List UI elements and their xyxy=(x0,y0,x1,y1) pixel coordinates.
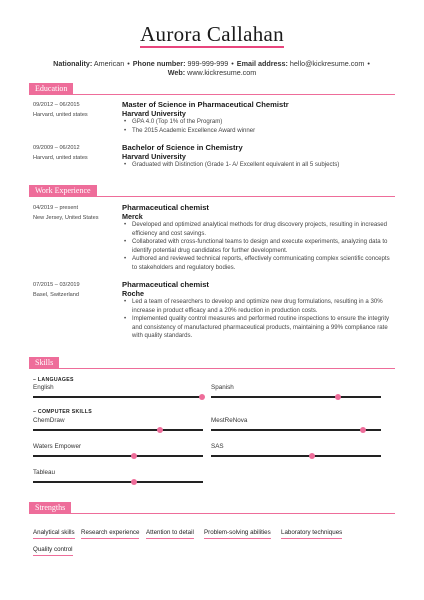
section-title-education: Education xyxy=(29,83,73,95)
entry-title: Pharmaceutical chemist xyxy=(122,203,209,212)
skill-level-marker xyxy=(131,479,137,485)
skill-name: SAS xyxy=(211,443,224,450)
skill-level-marker xyxy=(309,453,315,459)
entry-bullet: • GPA 4.0 (Top 1% of the Program) xyxy=(122,118,392,127)
skill-level-bar xyxy=(33,429,203,431)
strength-tag: Problem-solving abilities xyxy=(204,529,271,539)
entry-title: Bachelor of Science in Chemistry xyxy=(122,143,243,152)
entry-bullet: • Authored and reviewed technical reports, effectively communicating complex scientific concepts to stakeholders and regulatory bodies. xyxy=(122,255,392,272)
skill-level-bar xyxy=(211,396,381,398)
candidate-name: Aurora Callahan xyxy=(140,22,284,46)
entry-org: Harvard University xyxy=(122,152,186,161)
section-rule xyxy=(29,513,395,514)
skill-level-marker xyxy=(157,427,163,433)
entry-bullet: • Led a team of researchers to develop and optimize new drug formulations, resulting in a 30% increase in product efficacy and a 20% reduction in production costs. xyxy=(122,298,392,315)
skill-tableau xyxy=(33,469,203,477)
entry-title: Master of Science in Pharmaceutical Chemistr xyxy=(122,100,289,109)
skill-level-bar xyxy=(211,455,381,457)
strength-tag: Analytical skills xyxy=(33,529,75,539)
skill-english xyxy=(33,384,203,392)
section-education xyxy=(29,83,395,95)
strength-tag: Attention to detail xyxy=(146,529,194,539)
entry-org: Roche xyxy=(122,289,144,298)
skill-level-bar xyxy=(211,429,381,431)
skill-chemdraw xyxy=(33,417,203,425)
entry-bullet: • Developed and optimized analytical methods for drug discovery projects, resulting in increased efficiency and cost savings. xyxy=(122,221,392,238)
skill-name: MestReNova xyxy=(211,417,248,424)
nationality-label: Nationality: xyxy=(53,59,93,68)
name-underline xyxy=(140,46,284,48)
skill-level-marker xyxy=(335,394,341,400)
section-rule xyxy=(29,368,395,369)
skill-level-bar xyxy=(33,455,203,457)
entry-location: Harvard, united states xyxy=(33,112,88,118)
skill-level-marker xyxy=(131,453,137,459)
phone-value: 999-999-999 xyxy=(187,59,229,68)
skill-mestrenova xyxy=(211,417,381,425)
contact-line-1 xyxy=(0,59,424,68)
skills-category-languages: – LANGUAGES xyxy=(33,377,74,383)
skill-sas xyxy=(211,443,381,451)
skill-level-bar xyxy=(33,481,203,483)
skill-name: Tableau xyxy=(33,469,56,476)
skill-spanish xyxy=(211,384,381,392)
skill-name: Waters Empower xyxy=(33,443,82,450)
skill-waters-empower xyxy=(33,443,203,451)
section-strengths xyxy=(29,502,395,514)
contact-separator: • xyxy=(127,59,130,68)
entry-title: Pharmaceutical chemist xyxy=(122,280,209,289)
contact-separator: • xyxy=(367,59,370,68)
section-title-experience: Work Experience xyxy=(29,185,97,197)
entry-location: Harvard, united states xyxy=(33,155,88,161)
contact-separator: • xyxy=(231,59,234,68)
skill-name: English xyxy=(33,384,54,391)
strength-tag: Research experience xyxy=(81,529,139,539)
contact-line-2 xyxy=(0,68,424,77)
entry-dates: 07/2015 – 03/2019 xyxy=(33,282,80,288)
entry-dates: 04/2019 – present xyxy=(33,205,79,211)
entry-bullet: • Implemented quality control measures and performed routine inspections to ensure the integrity and consistency of manufactured pharmaceutical products, maintaining a 99% compliance rate with quality standards. xyxy=(122,315,392,341)
skill-name: Spanish xyxy=(211,384,234,391)
skill-level-marker xyxy=(199,394,205,400)
skill-name: ChemDraw xyxy=(33,417,65,424)
skills-category-computer: – COMPUTER SKILLS xyxy=(33,409,92,415)
entry-dates: 09/2009 – 06/2012 xyxy=(33,145,80,151)
strength-tag: Laboratory techniques xyxy=(281,529,342,539)
web-label: Web: xyxy=(167,68,186,77)
skill-level-bar xyxy=(33,396,203,398)
section-title-strengths: Strengths xyxy=(29,502,71,514)
entry-location: Basel, Switzerland xyxy=(33,292,80,298)
email-label: Email address: xyxy=(236,59,288,68)
section-skills xyxy=(29,357,395,369)
section-rule xyxy=(29,196,395,197)
entry-location: New Jersey, United States xyxy=(33,215,99,221)
entry-org: Merck xyxy=(122,212,143,221)
phone-label: Phone number: xyxy=(132,59,186,68)
web-link[interactable]: www.kickresume.com xyxy=(187,68,257,77)
entry-org: Harvard University xyxy=(122,109,186,118)
strength-tag: Quality control xyxy=(33,546,73,556)
email-link[interactable]: hello@kickresume.com xyxy=(289,59,365,68)
skill-level-marker xyxy=(360,427,366,433)
entry-dates: 09/2012 – 06/2015 xyxy=(33,102,80,108)
nationality-value: American xyxy=(93,59,125,68)
section-rule xyxy=(29,94,395,95)
section-experience xyxy=(29,185,395,197)
entry-bullet: • The 2015 Academic Excellence Award winner xyxy=(122,127,392,136)
entry-bullet: • Collaborated with cross-functional teams to design and execute experiments, analyzing data to identify potential drug candidates for further development. xyxy=(122,238,392,255)
entry-bullet: • Graduated with Distinction (Grade 1- A/ Excellent equivalent in all 5 subjects) xyxy=(122,161,392,170)
section-title-skills: Skills xyxy=(29,357,59,369)
